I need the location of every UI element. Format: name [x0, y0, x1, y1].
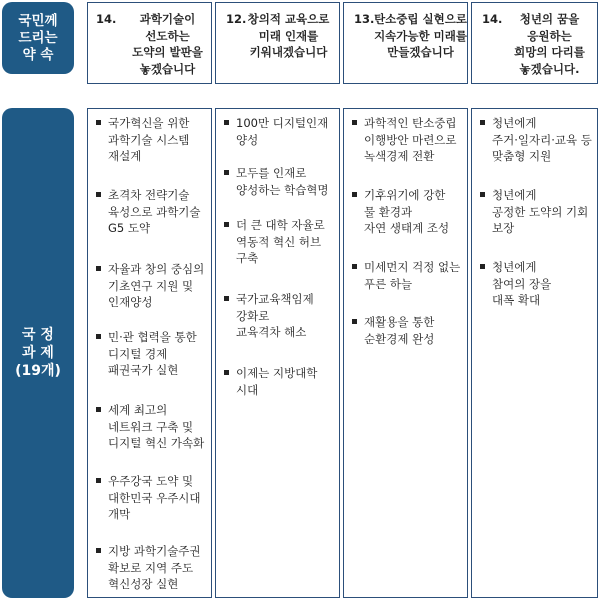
square-bullet-icon — [96, 478, 101, 483]
square-bullet-icon — [352, 120, 357, 125]
column-number: 13. — [354, 12, 375, 26]
task-item — [94, 473, 207, 523]
task-text-line: 공정한 도약의 기회 — [492, 204, 589, 219]
task-item — [222, 365, 335, 398]
square-bullet-icon — [96, 120, 101, 125]
square-bullet-icon — [96, 548, 101, 553]
task-text-line: 시대 — [236, 382, 259, 397]
task-text-line: 구축 — [236, 251, 259, 265]
task-item — [94, 329, 207, 379]
column-tasks — [343, 108, 468, 598]
column-title-line: 청년의 꿈을 — [519, 12, 580, 26]
task-text-line: 양성 — [236, 132, 259, 147]
task-text-line: 네트워크 구축 및 — [108, 419, 194, 434]
task-text-line: 물 환경과 — [364, 204, 413, 219]
task-text-line: 순환경제 완성 — [364, 331, 435, 346]
column-title-line: 놓겠습니다 — [139, 61, 196, 76]
task-text-line: 양성하는 학습혁명 — [236, 182, 329, 197]
task-text-line: 푸른 하늘 — [364, 276, 413, 291]
square-bullet-icon — [480, 264, 485, 269]
task-text-line: 녹색경제 전환 — [364, 149, 435, 163]
task-item — [350, 187, 463, 237]
square-bullet-icon — [96, 334, 101, 339]
column-header — [343, 2, 468, 84]
column-title-line: 키워내겠습니다 — [249, 45, 328, 59]
task-item — [478, 187, 593, 237]
task-text-line: 세계 최고의 — [108, 403, 168, 417]
task-text-line: 주거·일자리·교육 등 — [492, 132, 592, 147]
task-text-line: 맞춤형 지원 — [492, 149, 552, 163]
column-tasks — [471, 108, 598, 598]
national-tasks-label — [2, 108, 74, 598]
task-item — [350, 115, 463, 165]
square-bullet-icon — [96, 407, 101, 412]
column-title-line: 과학기술이 — [139, 12, 196, 26]
task-item — [478, 115, 593, 165]
column-title-line: 희망의 다리를 — [514, 45, 585, 59]
task-text-line: G5 도약 — [108, 221, 151, 235]
task-text-line: 이행방안 마련으로 — [364, 132, 457, 147]
task-text-line: 100만 디지털인재 — [236, 116, 329, 130]
square-bullet-icon — [352, 264, 357, 269]
task-text-line: 자율과 창의 중심의 — [108, 262, 205, 276]
task-text-line: 더 큰 대학 자율로 — [236, 218, 325, 232]
task-text-line: 청년에게 — [492, 260, 537, 274]
task-item — [222, 291, 335, 341]
column-title-line: 응원하는 — [527, 28, 572, 43]
task-text-line: 국가교육책임제 — [236, 292, 314, 306]
task-text-line: 대한민국 우주시대 — [108, 490, 201, 505]
task-text-line: 육성으로 과학기술 — [108, 204, 201, 219]
task-text-line: 국가혁신을 위한 — [108, 116, 190, 130]
task-text-line: 기초연구 지원 및 — [108, 278, 194, 293]
square-bullet-icon — [224, 296, 229, 301]
task-text-line: 확보로 지역 주도 — [108, 560, 194, 575]
column-number: 14. — [96, 12, 117, 26]
column-title-line: 놓겠습니다. — [519, 61, 580, 76]
square-bullet-icon — [352, 192, 357, 197]
task-text-line: 과학적인 탄소중립 — [364, 116, 457, 130]
column-title-line: 만들겠습니다 — [387, 45, 454, 59]
task-text-line: 청년에게 — [492, 188, 537, 202]
column-tasks — [215, 108, 340, 598]
task-text-line: 과학기술 시스템 — [108, 132, 190, 147]
task-text-line: 청년에게 — [492, 116, 537, 130]
task-text-line: 개막 — [108, 507, 131, 521]
task-text-line: 교육격차 해소 — [236, 325, 307, 339]
task-item — [222, 115, 335, 148]
task-text-line: 대폭 확대 — [492, 293, 541, 307]
square-bullet-icon — [224, 120, 229, 125]
promise-label — [2, 2, 74, 74]
square-bullet-icon — [96, 192, 101, 197]
column-title-line: 탄소중립 실현으로 — [374, 12, 467, 26]
square-bullet-icon — [224, 170, 229, 175]
task-text-line: 우주강국 도약 및 — [108, 474, 194, 488]
column-title-line: 미래 인재를 — [258, 28, 319, 43]
column-title-line: 창의적 교육으로 — [247, 12, 330, 26]
task-item — [222, 165, 335, 198]
task-item — [350, 314, 463, 347]
task-item — [94, 543, 207, 593]
task-item — [94, 402, 207, 452]
task-item — [478, 259, 593, 309]
task-text-line: 강화로 — [236, 308, 270, 323]
task-item — [222, 217, 335, 267]
square-bullet-icon — [224, 370, 229, 375]
task-item — [94, 115, 207, 165]
task-text-line: 지방 과학기술주권 — [108, 544, 201, 558]
task-text-line: 재설계 — [108, 149, 142, 163]
task-text-line: 민·관 협력을 통한 — [108, 330, 197, 344]
national-tasks-label-text: 국 정 과 제 (19개) — [15, 327, 61, 379]
task-text-line: 패권국가 실현 — [108, 363, 179, 377]
column-title-line: 지속가능한 미래를 — [374, 28, 467, 43]
column-header — [215, 2, 340, 84]
square-bullet-icon — [480, 120, 485, 125]
column-header — [87, 2, 212, 84]
task-text-line: 참여의 장을 — [492, 276, 552, 291]
task-item — [94, 261, 207, 311]
task-text-line: 이제는 지방대학 — [236, 366, 318, 380]
column-title-line: 선도하는 — [145, 28, 190, 43]
task-text-line: 자연 생태계 조성 — [364, 221, 450, 235]
column-number: 12. — [226, 12, 247, 26]
square-bullet-icon — [224, 222, 229, 227]
column-header — [471, 2, 598, 84]
promise-label-text: 국민께 드리는 약 속 — [18, 12, 58, 63]
task-text-line: 모두를 인재로 — [236, 166, 307, 180]
task-text-line: 기후위기에 강한 — [364, 188, 446, 202]
square-bullet-icon — [96, 266, 101, 271]
column-title-line: 도약의 발판을 — [132, 45, 203, 59]
task-item — [94, 187, 207, 237]
task-text-line: 혁신성장 실현 — [108, 577, 179, 591]
task-text-line: 미세먼지 걱정 없는 — [364, 260, 461, 274]
task-text-line: 보장 — [492, 221, 515, 235]
square-bullet-icon — [480, 192, 485, 197]
task-text-line: 역동적 혁신 허브 — [236, 234, 322, 249]
column-number: 14. — [482, 12, 503, 26]
square-bullet-icon — [352, 319, 357, 324]
task-item — [350, 259, 463, 292]
task-text-line: 재활용을 통한 — [364, 315, 435, 329]
task-text-line: 초격차 전략기술 — [108, 188, 190, 202]
column-tasks — [87, 108, 212, 598]
task-text-line: 디지털 경제 — [108, 346, 168, 361]
task-text-line: 디지털 혁신 가속화 — [108, 436, 205, 450]
task-text-line: 인재양성 — [108, 295, 153, 309]
